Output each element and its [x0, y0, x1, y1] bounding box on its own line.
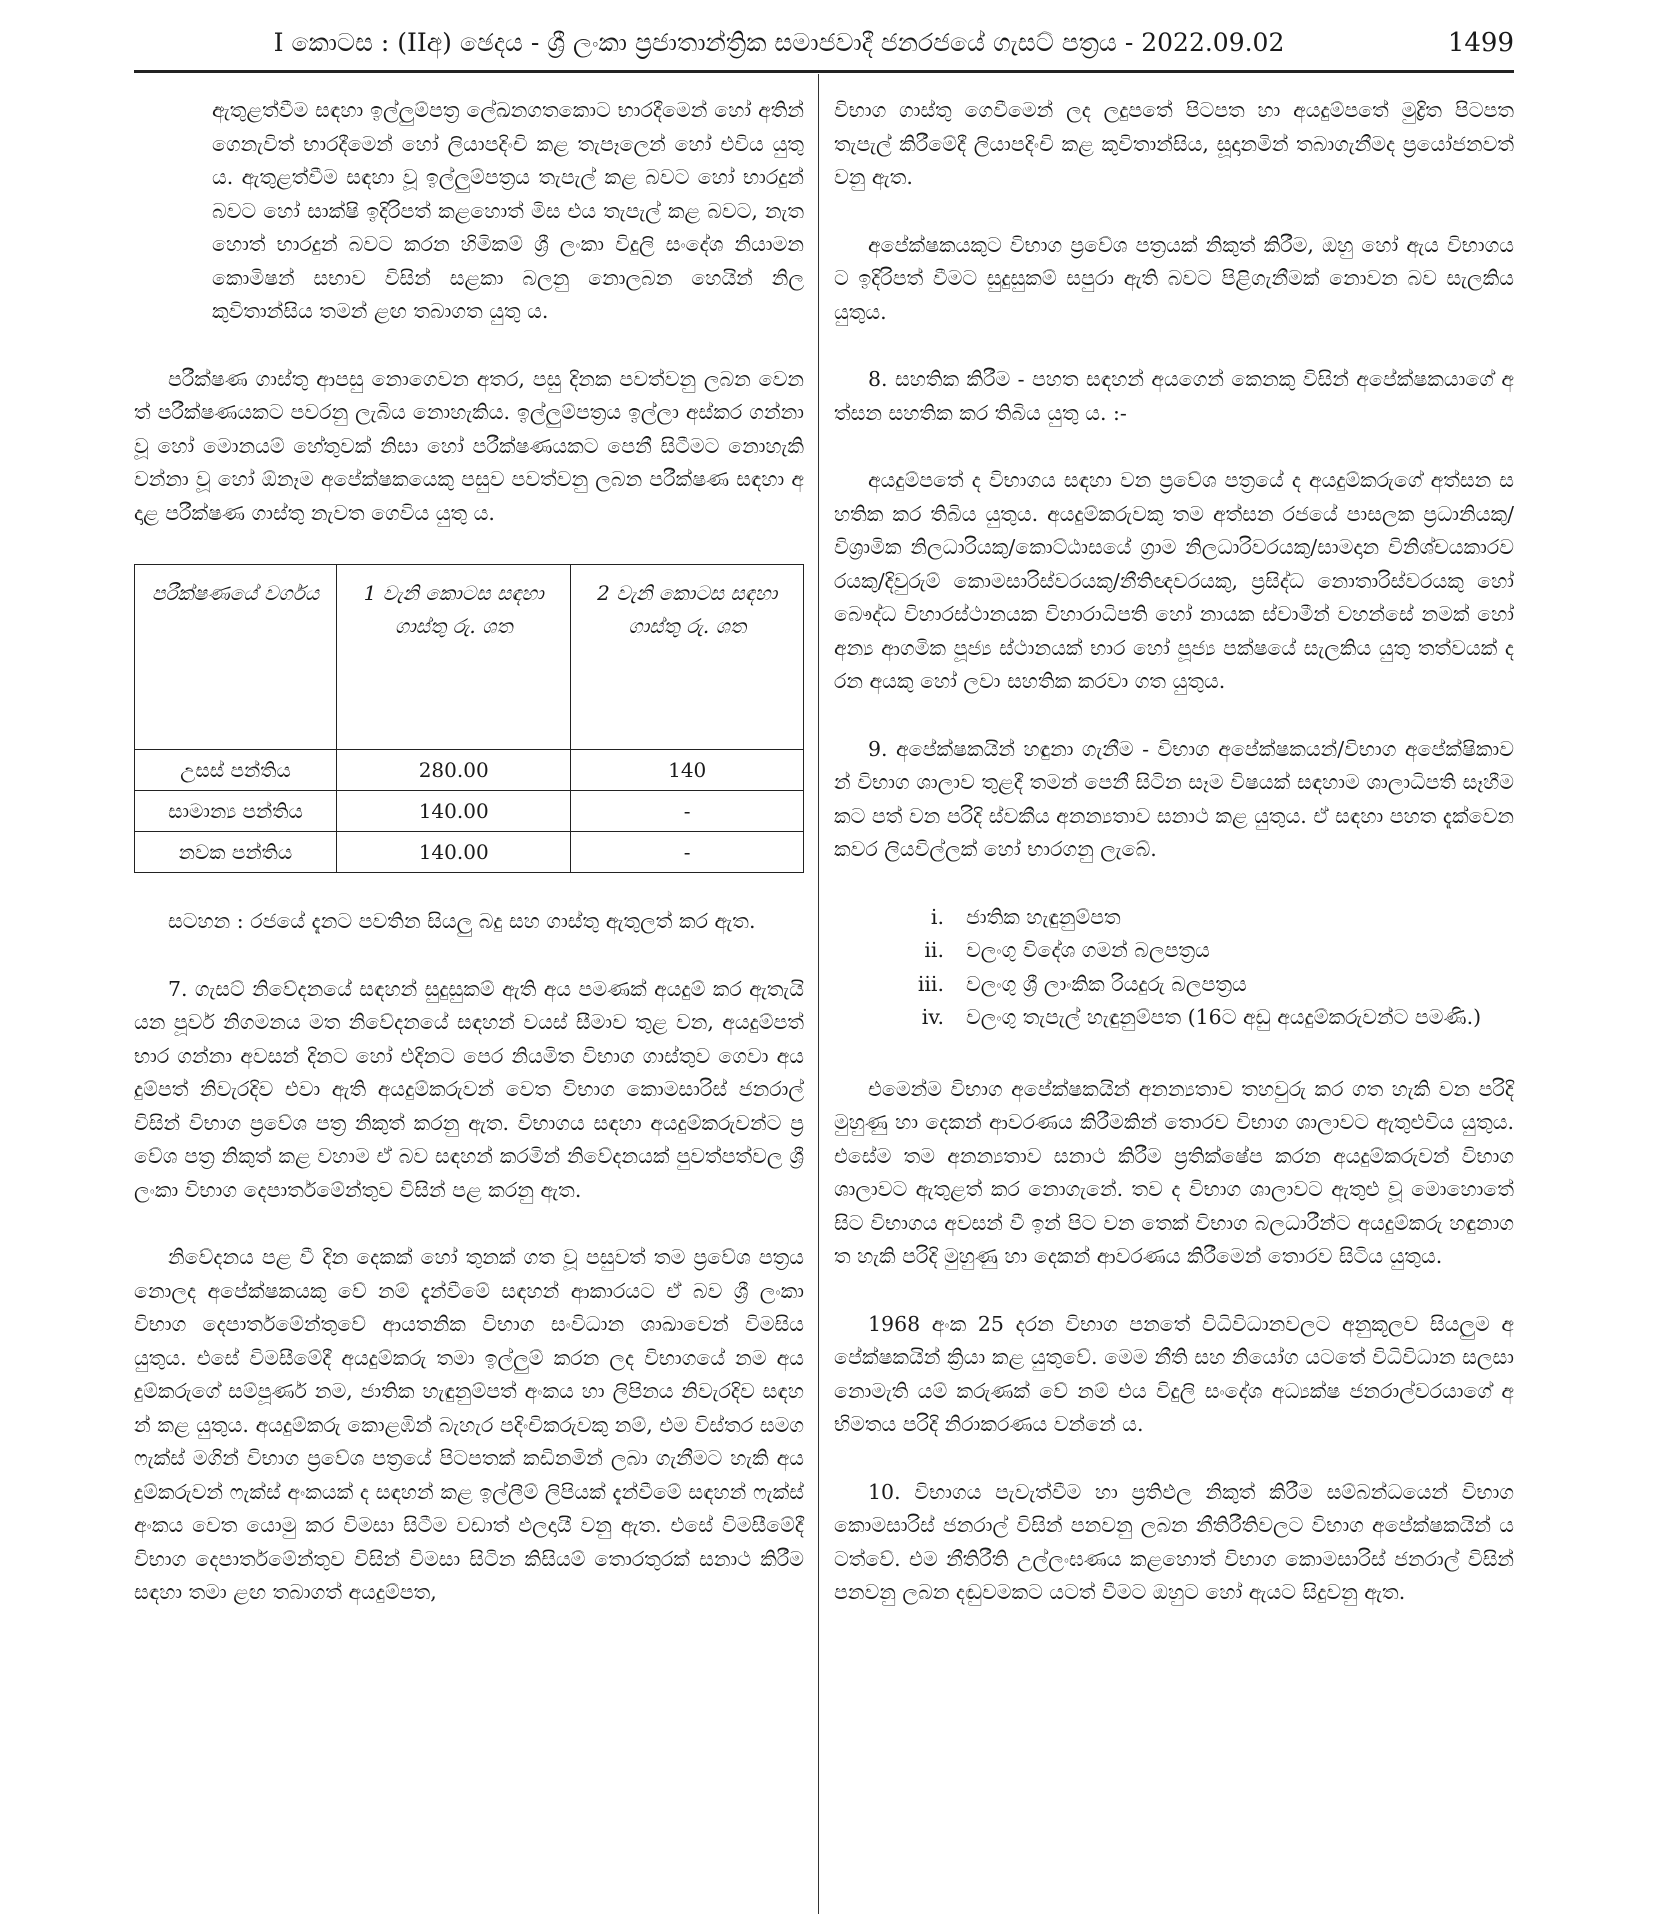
paragraph-section-9: 9. අපේක්ෂකයින් හඳුනා ගැනීම - විභාග අපේක්ෂකයන්/විභාග අපේක්ෂිකාවන් විභාග ශාලාව තුළදී තමන් පෙනී සිටින සෑම විෂයක් සඳහාම ශාලාධිපති සෑහීමකට පත් වන පරිදි ස්වකීය අනන්‍යතාව සනාථ කළ යුතුය. ඒ සඳහා පහත දැක්වෙන කවර ලියවිල්ලක් හෝ භාරගනු ලැබේ. — [834, 736, 1515, 861]
list-item-text: වලංගු විදේශ ගමන් බලපත්‍රය — [966, 938, 1210, 962]
paragraph-admission-card: අපේක්ෂකයකුට විභාග ප්‍රවේශ පත්‍රයක් නිකුත් කිරීම, ඔහු හෝ ඇය විභාගයට ඉදිරිපත් වීමට සුදුසුකම් සපුරා ඇති බවට පිළිගැනීමක් නොවන බව සැලකිය යුතුය. — [834, 232, 1514, 324]
table-cell: 280.00 — [337, 750, 571, 791]
list-item-number: ii. — [924, 938, 944, 962]
table-cell: උසස් පන්තිය — [135, 750, 337, 791]
list-item — [834, 934, 1514, 968]
left-column — [134, 94, 804, 1644]
header-exam-type: පරීක්ෂණයේ වර්ගය — [135, 565, 337, 750]
table-cell: 140.00 — [337, 791, 571, 832]
list-item-text: වලංගු ශ්‍රී ලාංකික රියදුරු බලපත්‍රය — [966, 971, 1247, 996]
list-item-number: iv. — [921, 1005, 944, 1029]
table-row — [135, 832, 804, 873]
paragraph-signature-certification: අයදුම්පතේ ද විභාගය සඳහා වන ප්‍රවේශ පත්‍රයේ ද අයදුම්කරුගේ අත්සන සහතික කර තිබිය යුතුය. අයදුම්කරුවකු තම අත්සන රජයේ පාසලක ප්‍රධානියකු/විශ්‍රාමික නිලධාරියකු/කොට්ඨාසයේ ග්‍රාම නිලධාරිවරයකු/සාමදාන විනිශ්චයකාරවරයකු/දිවුරුම් කොමසාරිස්වරයකු/නීතිඥවරයකු, ප්‍රසිද්ධ නොතාරිස්වරයකු හෝ බෞද්ධ විහාරස්ථානයක විහාරාධිපති හෝ නායක ස්වාමීන් වහන්සේ නමක් හෝ අන්‍ය ආගමික පූජ්‍ය ස්ථානයක් භාර හෝ පූජ්‍ය පක්ෂයේ සැලකිය යුතු තත්වයක් දරන අයකු හෝ ලවා සහතික කරවා ගත යුතුය. — [834, 468, 1514, 693]
paragraph-fees-nonrefundable: පරීක්ෂණ ගාස්තු ආපසු නොගෙවන අතර, පසු දිනක පවත්වනු ලබන වෙනත් පරීක්ෂණයකට පවරනු ලැබිය නොහැකිය. ඉල්ලුම්පත්‍රය ඉල්ලා අස්කර ගන්නා වූ හෝ මොනයම් හේතුවක් නිසා හෝ පරීක්ෂණයකට පෙනී සිටීමට නොහැකි වන්නා වූ හෝ ඕනෑම අපේක්ෂකයෙකු පසුව පවත්වනු ලබන පරීක්ෂණ සඳහා අදාළ පරීක්ෂණ ගාස්තු නැවත ගෙවිය යුතු ය. — [134, 366, 804, 525]
paragraph-admission-inquiry: නිවේදනය පළ වී දින දෙකක් හෝ තුනක් ගත වූ පසුවත් තම ප්‍රවේශ පත්‍රය නොලද අපේක්ෂකයකු වේ නම් දැන්වීමේ සඳහන් ආකාරයට ඒ බව ශ්‍රී ලංකා විභාග දෙපාර්තමේන්තුවේ ආයතනික විභාග සංවිධාන ශාඛාවෙන් විමසිය යුතුය. එසේ විමසීමේදී අයදුම්කරු තමා ඉල්ලුම් කරන ලද විභාගයේ නම අයදුම්කරුගේ සම්පූර්ණ නම, ජාතික හැඳුනුම්පත් අංකය හා ලිපිනය නිවැරදිව සඳහන් කළ යුතුය. අයදුම්කරු කොළඹින් බැහැර පදිංචිකරුවකු නම්, එම විස්තර සමග ෆැක්ස් මගින් විභාග ප්‍රවේශ පත්‍රයේ පිටපතක් කඩිනමින් ලබා ගැනීමට හැකි අයදුම්කරුවන් ෆැක්ස් අංකයක් ද සඳහන් කළ ඉල්ලීම් ලිපියක් දැන්වීමේ සඳහන් ෆැක්ස් අංකය වෙත යොමු කර විමසා සිටීම වඩාත් ඵලදායී වනු ඇත. එසේ විමසීමේදී විභාග දෙපාර්තමේන්තුව විසින් විමසා සිටින කිසියම් තොරතුරක් සනාථ කිරීම සඳහා තමා ළඟ තබාගත් අයදුම්පත, — [134, 1245, 804, 1604]
paragraph-note: සටහන : රජයේ දැනට පවතින සියලු බදු සහ ගාස්තු ඇතුලත් කර ඇත. — [168, 909, 756, 933]
header-part1-fee: 1 වැනි කොටස සඳහා ගාස්තු රු. ශත — [337, 565, 571, 750]
list-item-number: iii. — [917, 971, 944, 996]
list-item-number: i. — [930, 904, 944, 929]
list-item-text: වලංගු තැපැල් හැඳුනුම්පත (16ට අඩු අයදුම්කරුවන්ට පමණි.) — [966, 1005, 1482, 1029]
page-header — [134, 24, 1514, 73]
list-item — [834, 901, 1514, 935]
right-column — [834, 94, 1514, 1644]
header-part2-fee: 2 වැනි කොටස සඳහා ගාස්තු රු. ශත — [571, 565, 804, 750]
column-divider — [818, 74, 819, 1914]
page-number: 1499 — [1447, 28, 1514, 58]
paragraph-face-uncovered: එමෙන්ම විභාග අපේක්ෂකයින් අනන්‍යතාව තහවුරු කර ගත හැකි වන පරිදි මුහුණු හා දෙකන් ආවරණය කිරීමකින් තොරව විභාග ශාලාවට ඇතුළුවිය යුතුය. එසේම තම අනන්‍යතාව සනාථ කිරීම ප්‍රතික්ෂේප කරන අයදුම්කරුවන් විභාග ශාලාවට ඇතුළත් කර නොගැනේ. තව ද විභාග ශාලාවට ඇතුළු වූ මොහොතේ සිට විභාගය අවසන් වී ඉන් පිට වන තෙක් විභාග බලධාරීන්ට අයදුම්කරු හඳුනාගත හැකි පරිදි මුහුණු හා දෙකන් ආවරණය කිරීමෙන් තොරව සිටිය යුතුය. — [834, 1076, 1514, 1268]
paragraph-section-8: 8. සහතික කිරීම - පහත සඳහන් අයගෙන් කෙනකු විසින් අපේක්ෂකයාගේ අත්සන සහතික කර තිබිය යුතු ය. :- — [834, 367, 1514, 425]
paragraph-section-7: 7. ගැසට් නිවේදනයේ සඳහන් සුදුසුකම් ඇති අය පමණක් අයදුම් කර ඇතැයි යන පූර්ව නිගමනය මත නිවේදනයේ සඳහන් වයස් සීමාව තුළ වන, අයදුම්පත් භාර ගන්නා අවසන් දිනට හෝ එදිනට පෙර නියමිත විභාග ගාස්තුව ගෙවා අයදුම්පත් නිවැරදිව එවා ඇති අයදුම්කරුවන් වෙත විභාග කොමසාරිස් ජනරාල් විසින් විභාග ප්‍රවේශ පත්‍ර නිකුත් කරනු ඇත. විභාගය සඳහා අයදුම්කරුවන්ට ප්‍රවේශ පත්‍ර නිකුත් කළ වහාම ඒ බව සඳහන් කරමින් නිවේදනයක් පුවත්පත්වල ශ්‍රී ලංකා විභාග දෙපාර්තමේන්තුව විසින් පළ කරනු ඇත. — [134, 976, 804, 1202]
table-cell: සාමාන්‍ය පන්තිය — [135, 791, 337, 832]
paragraph-receipt-copy: විභාග ගාස්තු ගෙවීමෙන් ලද ලදුපතේ පිටපත හා අයදුම්පතේ මුද්‍රිත පිටපත තැපැල් කිරීමේදී ලියාපදිංචි කළ කුවිතාන්සිය, සූදානමින් තබාගැනීමද ප්‍රයෝජනවත් වනු ඇත. — [834, 98, 1514, 189]
table-cell: - — [571, 832, 804, 873]
paragraph-section-10: 10. විභාගය පැවැත්වීම හා ප්‍රතිඵල නිකුත් කිරීම සම්බන්ධයෙන් විභාග කොමසාරිස් ජනරාල් විසින් පනවනු ලබන නීතිරීතිවලට විභාග අපේක්ෂකයින් යටත්වේ. එම නීතිරීති උල්ලංඝණය කළහොත් විභාග කොමසාරිස් ජනරාල් විසින් පනවනු ලබන දඬුවමකට යටත් වීමට ඔහුට හෝ ඇයට සිදුවනු ඇත. — [834, 1479, 1514, 1604]
identity-document-list — [834, 901, 1514, 1035]
paragraph-examination-act: 1968 අංක 25 දරන විභාග පනතේ විධිවිධානවලට අනුකූලව සියලුම අපේක්ෂකයින් ක්‍රියා කළ යුතුවේ. මෙම නීති සහ නියෝග යටතේ විධිවිධාන සලසා නොමැති යම් කරුණක් වේ නම් එය විදුලි සංදේශ අධ්‍යක්ෂ ජනරාල්වරයාගේ අභිමතය පරිදි නිරාකරණය වන්නේ ය. — [834, 1311, 1514, 1436]
table-cell: 140.00 — [337, 832, 571, 873]
paragraph-submission: ඇතුළත්වීම සඳහා ඉල්ලුම්පත්‍ර ලේඛනගතකොට භාරදීමෙන් හෝ අතින් ගෙනැවිත් භාරදීමෙන් හෝ ලියාපදිංචි කළ තැපෑලෙන් හෝ එවිය යුතු ය. ඇතුළත්වීම සඳහා වූ ඉල්ලුම්පත්‍රය තැපැල් කළ බවට හෝ භාරදුන් බවට හෝ සාක්ෂි ඉදිරිපත් කළහොත් මිස එය තැපැල් කළ බවට, නැතහොත් භාරදුන් බවට කරන හිමිකම් ශ්‍රී ලංකා විදුලි සංදේශ නියාමන කොමිෂන් සභාව විසින් සළකා බලනු නොලබන හෙයින් නිල කුවිතාන්සිය තමන් ළඟ තබාගත යුතු ය. — [212, 98, 804, 323]
list-item-text: ජාතික හැඳුනුම්පත — [966, 904, 1121, 929]
table-cell: - — [571, 791, 804, 832]
table-header-row — [135, 565, 804, 750]
table-cell: 140 — [571, 750, 804, 791]
list-item — [834, 1001, 1514, 1035]
table-cell: නවක පන්තිය — [135, 832, 337, 873]
table-row — [135, 791, 804, 832]
header-title: I කොටස : (IIඅ) ඡෙදය - ශ්‍රී ලංකා ප්‍රජාතාන්ත්‍රික සමාජවාදී ජනරජයේ ගැසට් පත්‍රය - 2022.09.02 — [273, 28, 1285, 57]
list-item — [834, 968, 1514, 1002]
exam-fee-table — [134, 564, 804, 873]
table-row — [135, 750, 804, 791]
